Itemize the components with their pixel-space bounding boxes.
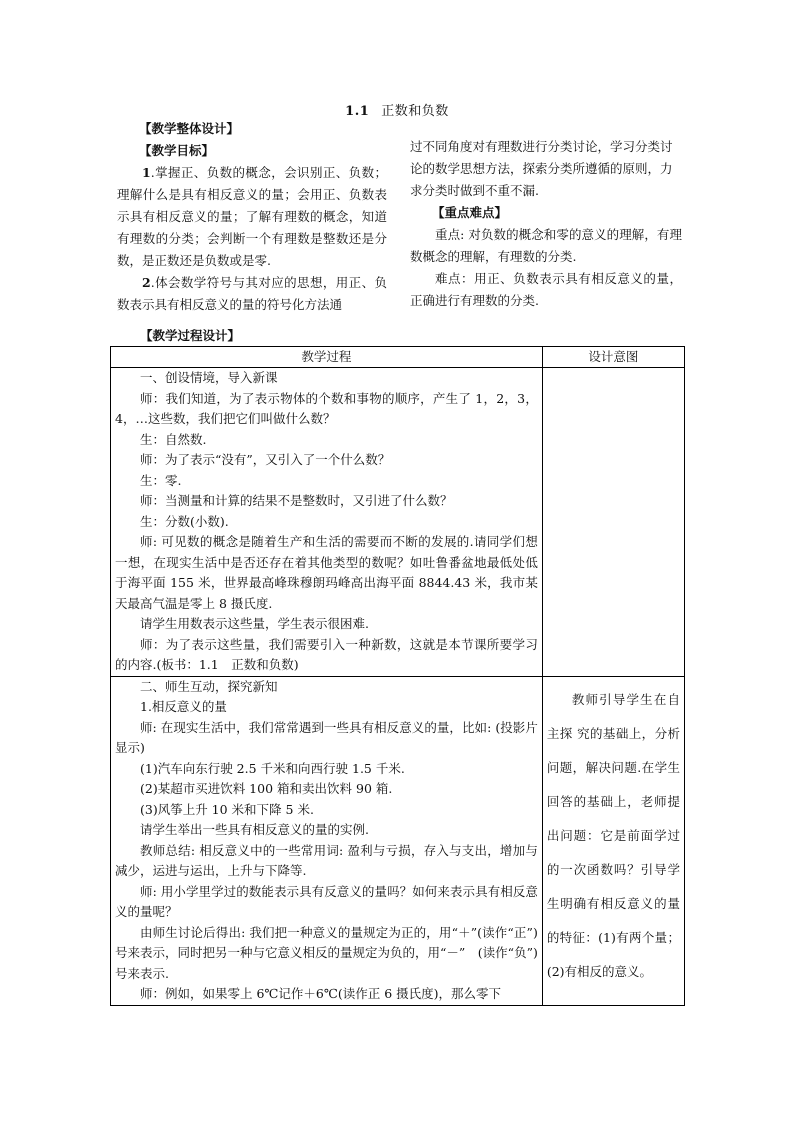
difficulty: 难点：用正、负数表示具有相反意义的量，正确进行有理数的分类. [410, 271, 682, 308]
section-1-line: 请学生用数表示这些量，学生表示很困难. [140, 616, 369, 631]
goal-2: 2.体会数学符号与其对应的思想，用正、负数表示具有相反意义的量的符号化方法通 [117, 275, 387, 312]
section-2-line: (1)汽车向东行驶 2.5 千米和向西行驶 1.5 千米. [140, 760, 405, 776]
table-row [111, 368, 685, 677]
section-1-line: 师：为了表示“没有”，又引入了一个什么数？ [140, 452, 391, 467]
header-process: 教学过程 [111, 347, 543, 368]
table-row [111, 676, 685, 1005]
teaching-process-table [110, 346, 685, 1006]
goal-1: 1.掌握正、负数的概念，会识别正、负数；理解什么是具有相反意义的量；会用正、负数表示具有相反意义的量；了解有理数的概念，知道有理数的分类；会判断一个有理数是整数还是分数，是正数还是负数或是零. [117, 165, 387, 268]
section-2-line: 教师总结: 相反意义中的一些常用词: 盈利与亏损，存入与支出，增加与减少，运进与运出，上升与下降等. [115, 842, 538, 878]
section-1-line: 师：为了表示这些量，我们需要引入一种新数，这就是本节课所要学习的内容.(板书：1.1 正数和负数) [115, 636, 538, 672]
section-1-line: 生：分数(小数). [140, 513, 229, 529]
section-1-line: 师：当测量和计算的结果不是整数时，又引进了什么数？ [140, 493, 453, 508]
title-text: 正数和负数 [381, 104, 449, 119]
key-points-heading: 【重点难点】 [432, 205, 508, 220]
section-1-line: 师: 可见数的概念是随着生产和生活的需要而不断的发展的.请同学们想一想，在现实生活中是否还存在着其他类型的数呢？如吐鲁番盆地最低处低于海平面 155 米，世界最高峰珠穆朗玛峰高出海平面 8844.43 米，我市某天最高气温是零上 8 摄氏度. [115, 534, 538, 611]
section-2-line: 由师生讨论后得出: 我们把一种意义的量规定为正的，用“＋”(读作“正”)号来表示，同时把另一种与它意义相反的量规定为负的，用“－” (读作“负”)号来表示. [115, 924, 538, 981]
key-point: 重点: 对负数的概念和零的意义的理解，有理数概念的理解，有理数的分类. [410, 227, 682, 264]
process-heading: 【教学过程设计】 [140, 328, 241, 343]
overall-design-heading: 【教学整体设计】 [139, 121, 240, 136]
section-2-cell [111, 676, 543, 1005]
goals-heading: 【教学目标】 [139, 143, 215, 158]
section-1-line: 师：我们知道，为了表示物体的个数和事物的顺序，产生了 1，2，3，4，…这些数，我们把它们叫做什么数？ [115, 390, 538, 426]
section-2-line: 1.相反意义的量 [140, 699, 227, 714]
section-1-line: 生：零. [140, 472, 182, 488]
section-2-line: 师: 在现实生活中，我们常常遇到一些具有相反意义的量，比如: (投影片显示) [115, 719, 538, 755]
section-2-line: 师: 用小学里学过的数能表示具有反意义的量吗？如何来表示具有相反意义的量呢？ [115, 883, 538, 919]
section-2-line: 师：例如，如果零上 6℃记作＋6℃(读作正 6 摄氏度)，那么零下 [140, 986, 501, 1001]
section-2-line: (2)某超市买进饮料 100 箱和卖出饮料 90 箱. [140, 781, 393, 796]
title-number: 1.1 [345, 104, 370, 119]
section-2-heading: 二、师生互动，探究新知 [140, 678, 278, 694]
section-1-heading: 一、创设情境，导入新课 [140, 370, 278, 385]
left-column [117, 118, 387, 316]
page-title [0, 100, 794, 119]
header-intent: 设计意图 [542, 347, 684, 368]
section-1-cell [111, 368, 543, 677]
section-1-intent-cell [542, 368, 684, 677]
section-2-intent-cell [542, 676, 684, 1005]
goal-2-continuation: 过不同角度对有理数进行分类讨论，学习分类讨论的数学思想方法，探索分类所遵循的原则，力求分类时做到不重不漏. [410, 139, 673, 198]
section-2-intent: 教师引导学生在自主探 究的基础上，分析问题，解决问题.在学生回答的基础上，老师提出问题：它是前面学过的一次函数吗？引导学生明确有相反意义的量的特征：(1)有两个量；(2)有相反的意义。 [546, 691, 680, 979]
section-2-line: 请学生举出一些具有相反意义的量的实例. [140, 822, 369, 837]
table-header-row [111, 347, 685, 368]
section-1-line: 生：自然数. [140, 431, 207, 447]
section-2-line: (3)风筝上升 10 米和下降 5 米. [140, 801, 314, 817]
right-column [410, 138, 682, 312]
